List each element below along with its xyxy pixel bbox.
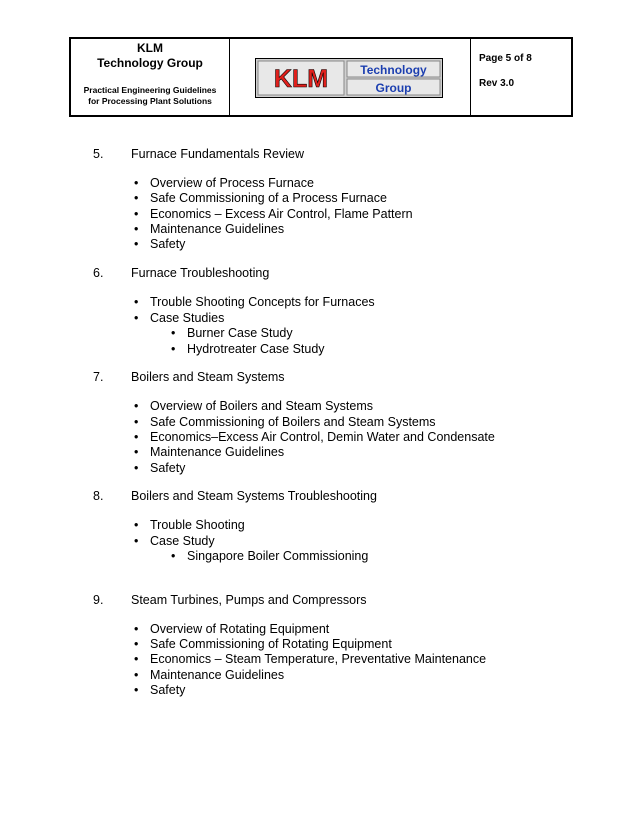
sub-list-item: • Hydrotreater Case Study [171,342,325,356]
list-item: • Economics–Excess Air Control, Demin Water and Condensate [134,430,495,444]
sub-list-item: • Singapore Boiler Commissioning [171,549,369,563]
list-item: • Economics – Excess Air Control, Flame Pattern [134,207,413,221]
list-item: • Safety [134,683,186,697]
list-item: • Safety [134,461,186,475]
list-item: • Case Study [134,534,215,548]
section-number: 7. [93,370,104,384]
logo-klm-text: KLM [273,65,329,93]
list-item: • Safe Commissioning of Boilers and Steam Systems [134,415,436,429]
list-item: • Economics – Steam Temperature, Preventative Maintenance [134,652,487,666]
list-item: • Safety [134,237,186,251]
list-item: • Overview of Process Furnace [134,176,314,190]
section-number: 6. [93,266,104,280]
section-number: 8. [93,489,104,503]
logo-group-text: Group [375,81,412,95]
list-item: • Trouble Shooting [134,518,245,532]
org-name-line2: Technology Group [97,56,203,70]
list-item: • Safe Commissioning of a Process Furnace [134,191,387,205]
list-item: • Case Studies [134,311,225,325]
list-item: • Overview of Boilers and Steam Systems [134,399,373,413]
section-number: 9. [93,593,104,607]
list-item: • Overview of Rotating Equipment [134,622,330,636]
revision: Rev 3.0 [479,78,515,89]
section-title: Furnace Troubleshooting [131,266,270,280]
list-item: • Maintenance Guidelines [134,445,285,459]
section-title: Boilers and Steam Systems [131,370,285,384]
list-item: • Maintenance Guidelines [134,668,285,682]
list-item: • Maintenance Guidelines [134,222,285,236]
page-number: Page 5 of 8 [479,53,532,64]
sub-list-item: • Burner Case Study [171,326,293,340]
section-title: Furnace Fundamentals Review [131,147,304,161]
org-name-line1: KLM [137,41,163,55]
subtitle-line2: for Processing Plant Solutions [88,96,212,106]
subtitle-line1: Practical Engineering Guidelines [83,85,217,95]
section-number: 5. [93,147,104,161]
list-item: • Safe Commissioning of Rotating Equipment [134,637,392,651]
logo-technology-text: Technology [360,63,427,77]
list-item: • Trouble Shooting Concepts for Furnaces [134,295,375,309]
section-title: Steam Turbines, Pumps and Compressors [131,593,367,607]
section-title: Boilers and Steam Systems Troubleshooting [131,489,377,503]
